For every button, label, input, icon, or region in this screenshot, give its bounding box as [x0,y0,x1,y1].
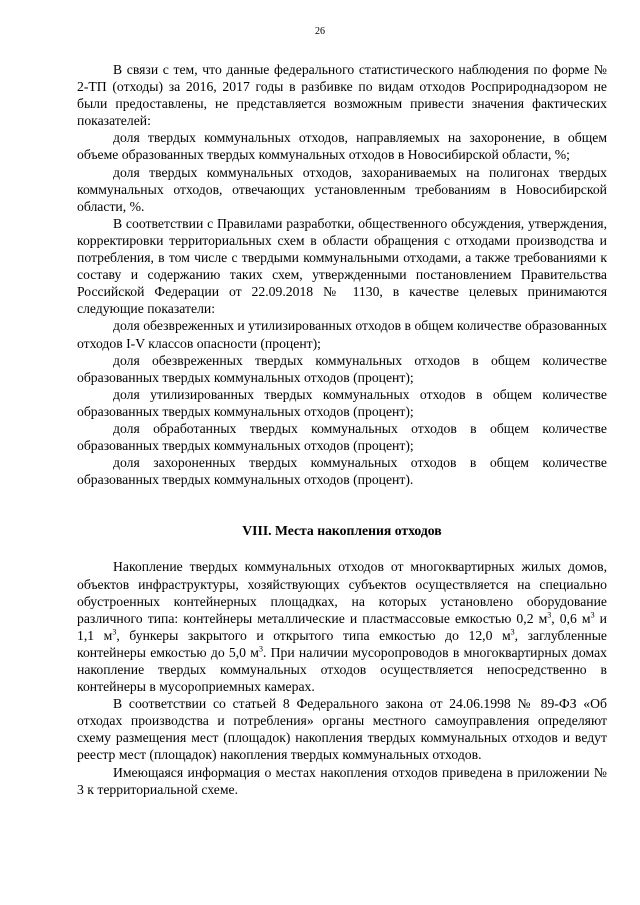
superscript: 3 [510,627,515,637]
paragraph [77,558,607,695]
paragraph: В связи с тем, что данные федерального статистического наблюдения по форме № 2-ТП (отходы) за 2016, 2017 годы в разбивке по видам отходов Росприроднадзором не были предоставлены, не представляется возможным привести значения фактических показателей: [77,62,607,129]
list-item: доля обезвреженных и утилизированных отходов в общем количестве образованных отходов I-V классов опасности (процент); [77,318,607,351]
list-item: доля обезвреженных твердых коммунальных отходов в общем количестве образованных твердых коммунальных отходов (процент); [77,352,607,385]
paragraph: В соответствии с Правилами разработки, общественного обсуждения, утверждения, корректировки территориальных схем в области обращения с отходами производства и потребления, в том числе с твердыми коммунальными отходами, а также требованиями к составу и содержанию таких схем, утвержденными постановлением Правительства Российской Федерации от 22.09.2018 № 1130, в качестве целевых принимаются следующие показатели: [77,215,607,317]
list-item: доля обработанных твердых коммунальных отходов в общем количестве образованных твердых коммунальных отходов (процент); [77,420,607,454]
superscript: 3 [547,610,552,620]
superscript: 3 [112,627,117,637]
page-number: 26 [315,26,325,37]
text-run: , 0,6 м [551,610,591,626]
text-run: , заглубленные контейнеры емкостью до 5,0 м [77,627,607,660]
section-heading: VIII. Места накопления отходов [242,523,442,539]
list-item: доля твердых коммунальных отходов, направляемых на захоронение, в общем объеме образованных твердых коммунальных отходов в Новосибирской области, %; [77,130,607,163]
paragraph: В соответствии со статьей 8 Федерального закона от 24.06.1998 № 89-ФЗ «Об отходах производства и потребления» органы местного самоуправления определяют схему размещения мест (площадок) накопления твердых коммунальных отходов и ведут реестр мест (площадок) накопления твердых коммунальных отходов. [77,696,607,763]
text-run: и 1,1 м [77,610,607,643]
text-run: , бункеры закрытого и открытого типа емкостью до 12,0 м [116,627,511,643]
page-content [77,61,607,798]
paragraph: Имеющаяся информация о местах накопления отходов приведена в приложении № 3 к территориальной схеме. [77,764,607,797]
list-item: доля утилизированных твердых коммунальных отходов в общем количестве образованных твердых коммунальных отходов (процент); [77,386,607,419]
list-item: доля твердых коммунальных отходов, захораниваемых на полигонах твердых коммунальных отходов, отвечающих установленным требованиям в Новосибирской области, %. [77,164,607,214]
list-item: доля захороненных твердых коммунальных отходов в общем количестве образованных твердых коммунальных отходов (процент). [77,455,607,488]
text-run: Накопление твердых коммунальных отходов от многоквартирных жилых домов, объектов инфраструктуры, хозяйствующих субъектов осуществляется на специально обустроенных контейнерных площадках, на которых установлено оборудование различного типа: контейнеры металлические и пластмассовые емкостью 0,2 м [77,559,607,626]
superscript: 3 [258,644,263,654]
text-run: . При наличии мусоропроводов в многоквартирных домах накопление твердых коммунальных отходов осуществляется непосредственно в контейнеры в мусороприемных камерах. [77,644,607,695]
superscript: 3 [590,610,595,620]
